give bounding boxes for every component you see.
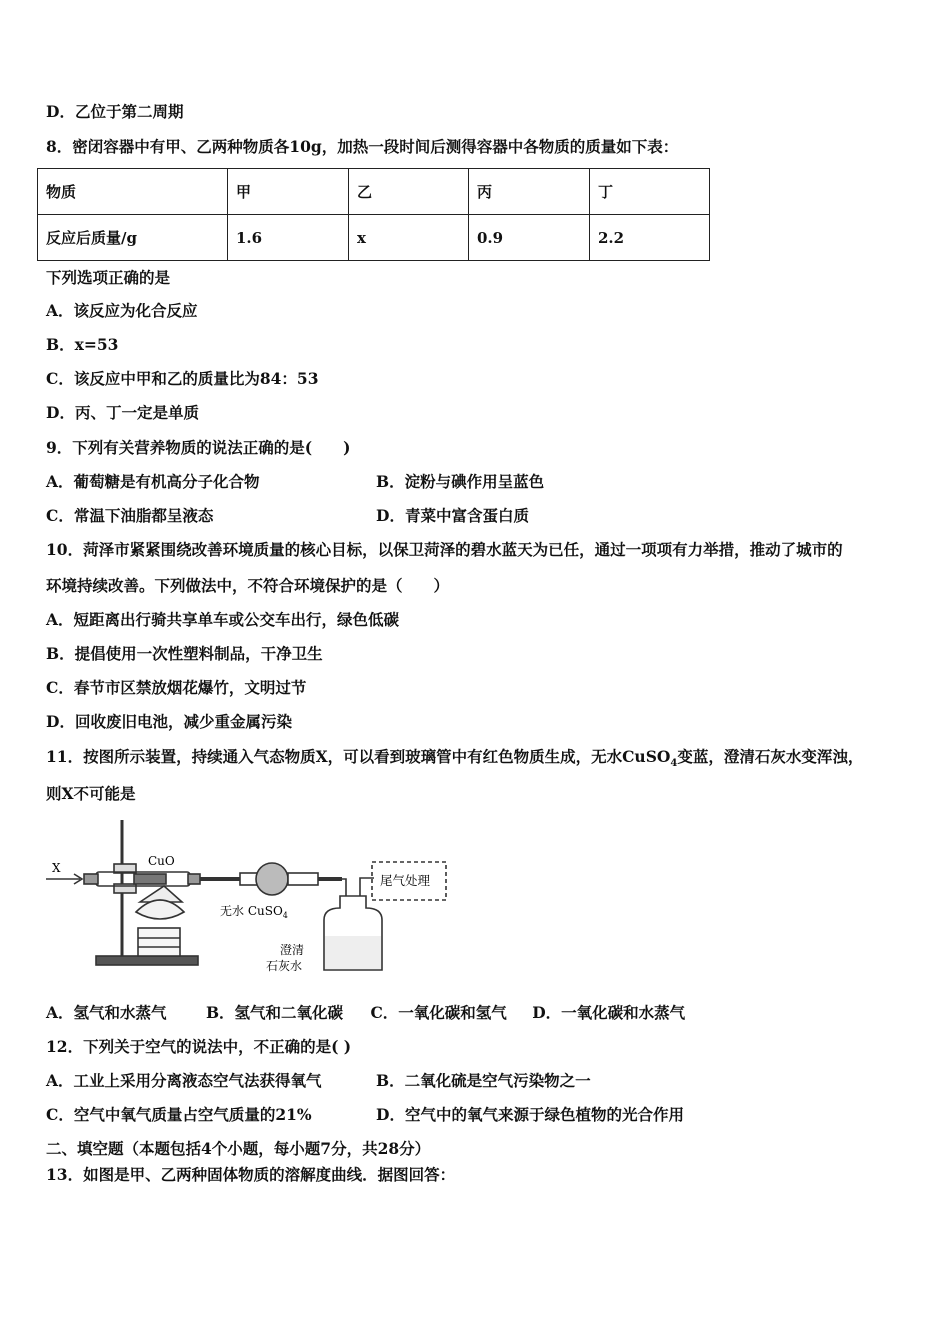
q11-option-d: D．一氧化碳和水蒸气 [532, 1003, 686, 1022]
section-heading: 二、填空题（本题包括4个小题，每小题7分，共28分） [46, 1139, 431, 1158]
table-cell: 物质 [38, 169, 228, 215]
table-cell: 乙 [349, 169, 469, 215]
q9-option-c: C．常温下油脂都呈液态 [46, 506, 214, 525]
q7-option-d: D．乙位于第二周期 [46, 102, 184, 121]
cuso4-bulb [256, 863, 288, 895]
q11-options [46, 1003, 685, 1023]
q10-option-a: A．短距离出行骑共享单车或公交车出行，绿色低碳 [46, 610, 400, 629]
stand-base [96, 956, 198, 965]
q9-option-d: D．青菜中富含蛋白质 [376, 506, 529, 525]
stopper [84, 874, 98, 884]
q8-prompt: 下列选项正确的是 [46, 268, 171, 287]
table-cell: 丙 [469, 169, 590, 215]
q9-stem: 9．下列有关营养物质的说法正确的是( ) [46, 438, 351, 457]
cuo-powder [134, 874, 166, 884]
label-x: X [52, 861, 61, 875]
q12-option-d: D．空气中的氧气来源于绿色植物的光合作用 [376, 1105, 684, 1124]
q8-stem: 8．密闭容器中有甲、乙两种物质各10g，加热一段时间后测得容器中各物质的质量如下表： [46, 137, 679, 156]
apparatus-diagram [44, 816, 454, 982]
q8-option-d: D．丙、丁一定是单质 [46, 403, 199, 422]
table-cell: x [349, 215, 469, 261]
q9-options-row2 [46, 506, 906, 526]
q12-options-row2 [46, 1105, 906, 1125]
q10-stem-line1: 10．菏泽市紧紧围绕改善环境质量的核心目标，以保卫菏泽的碧水蓝天为已任，通过一项项有力举措，推动了城市的 [46, 540, 843, 559]
q8-option-c: C．该反应中甲和乙的质量比为84：53 [46, 369, 319, 388]
q11-stem-line1 [46, 747, 863, 774]
table-cell: 0.9 [469, 215, 590, 261]
q11-stem-line2: 则X不可能是 [46, 784, 136, 803]
q10-stem-line2: 环境持续改善。下列做法中，不符合环境保护的是（ ） [46, 576, 450, 595]
q12-option-c: C．空气中氧气质量占空气质量的21% [46, 1105, 312, 1124]
label-cuso4-sub: 4 [282, 911, 288, 920]
q10-option-c: C．春节市区禁放烟花爆竹，文明过节 [46, 678, 307, 697]
limewater [325, 936, 381, 969]
q8-option-a: A．该反应为化合反应 [46, 301, 198, 320]
label-limewater-2: 石灰水 [266, 959, 303, 973]
label-cuso4-text: 无水 CuSO [220, 904, 283, 918]
table-cell: 甲 [228, 169, 349, 215]
q12-option-b: B．二氧化硫是空气污染物之一 [376, 1071, 591, 1090]
alcohol-lamp [136, 900, 184, 919]
table-row [38, 215, 710, 261]
q12-stem: 12．下列关于空气的说法中，不正确的是( ) [46, 1037, 352, 1056]
q11-stem-part-a: 11．按图所示装置，持续通入气态物质X，可以看到玻璃管中有红色物质生成，无水CuSO [46, 747, 671, 766]
table-cell: 反应后质量/g [38, 215, 228, 261]
table-cell: 1.6 [228, 215, 349, 261]
q11-stem-subscript: 4 [670, 758, 678, 770]
q10-option-b: B．提倡使用一次性塑料制品，干净卫生 [46, 644, 323, 663]
label-cuo: CuO [148, 854, 175, 868]
wooden-block [138, 928, 180, 956]
q11-stem-part-b: 变蓝，澄清石灰水变浑浊， [677, 747, 864, 766]
q12-options-row1 [46, 1071, 906, 1091]
mass-table [37, 168, 710, 261]
q10-option-d: D．回收废旧电池，减少重金属污染 [46, 712, 292, 731]
q9-options-row1 [46, 472, 906, 492]
q13-stem: 13．如图是甲、乙两种固体物质的溶解度曲线．据图回答： [46, 1165, 456, 1184]
q12-option-a: A．工业上采用分离液态空气法获得氧气 [46, 1071, 322, 1090]
label-limewater-1: 澄清 [280, 943, 305, 957]
label-tail-gas: 尾气处理 [380, 873, 431, 888]
table-cell: 2.2 [590, 215, 710, 261]
q9-option-a: A．葡萄糖是有机高分子化合物 [46, 472, 260, 491]
table-row [38, 169, 710, 215]
label-cuso4 [220, 903, 288, 920]
q11-option-c: C．一氧化碳和氢气 [370, 1003, 507, 1022]
table-cell: 丁 [590, 169, 710, 215]
q9-option-b: B．淀粉与碘作用呈蓝色 [376, 472, 545, 491]
q11-option-a: A．氢气和水蒸气 [46, 1003, 167, 1022]
q8-option-b: B．x=53 [46, 335, 119, 354]
stopper [188, 874, 200, 884]
q11-option-b: B．氢气和二氧化碳 [205, 1003, 344, 1022]
